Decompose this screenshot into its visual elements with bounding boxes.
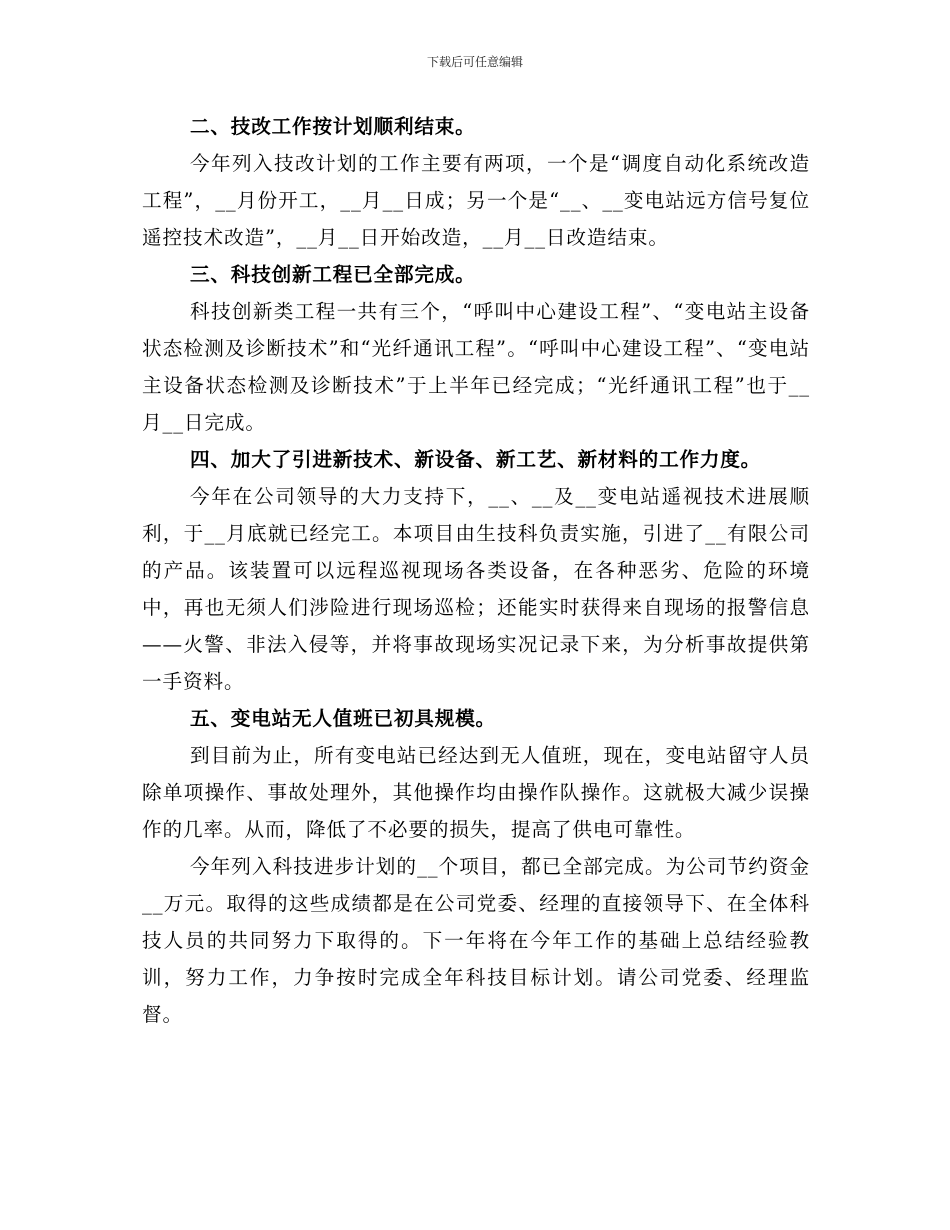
section-heading-5: 五、变电站无人值班已初具规模。 (190, 707, 496, 730)
document-body (142, 108, 810, 1033)
section-heading-3: 三、科技创新工程已全部完成。 (190, 263, 476, 286)
page-header: 下载后可任意编辑 (426, 55, 523, 69)
paragraph-unmanned-substation: 到目前为止，所有变电站已经达到无人值班，现在，变电站留守人员除单项操作、事故处理外，其他操作均由操作队操作。这就极大减少误操作的几率。从而，降低了不必要的损失，提高了供电可靠性。 (142, 744, 810, 841)
paragraph-tech-upgrade: 今年列入技改计划的工作主要有两项，一个是“调度自动化系统改造工程”，__月份开工，__月__日成；另一个是“__、__变电站远方信号复位遥控技术改造”，__月__日开始改造，__月__日改造结束。 (142, 152, 810, 249)
paragraph-new-technology: 今年在公司领导的大力支持下，__、__及__变电站遥视技术进展顺利，于__月底就已经完工。本项目由生技科负责实施，引进了__有限公司的产品。该装置可以远程巡视现场各类设备，在各种恶劣、危险的环境中，再也无须人们涉险进行现场巡检；还能实时获得来自现场的报警信息——火警、非法入侵等，并将事故现场实况记录下来，为分析事故提供第一手资料。 (142, 485, 810, 693)
paragraph-innovation: 科技创新类工程一共有三个，“呼叫中心建设工程”、“变电站主设备状态检测及诊断技术”和“光纤通讯工程”。“呼叫中心建设工程”、“变电站主设备状态检测及诊断技术”于上半年已经完成；“光纤通讯工程”也于__月__日完成。 (142, 300, 810, 434)
section-heading-2: 二、技改工作按计划顺利结束。 (190, 115, 476, 138)
section-heading-4: 四、加大了引进新技术、新设备、新工艺、新材料的工作力度。 (190, 448, 762, 471)
paragraph-summary: 今年列入科技进步计划的__个项目，都已全部完成。为公司节约资金__万元。取得的这些成绩都是在公司党委、经理的直接领导下、在全体科技人员的共同努力下取得的。下一年将在今年工作的基础上总结经验教训，努力工作，力争按时完成全年科技目标计划。请公司党委、经理监督。 (142, 855, 810, 1026)
